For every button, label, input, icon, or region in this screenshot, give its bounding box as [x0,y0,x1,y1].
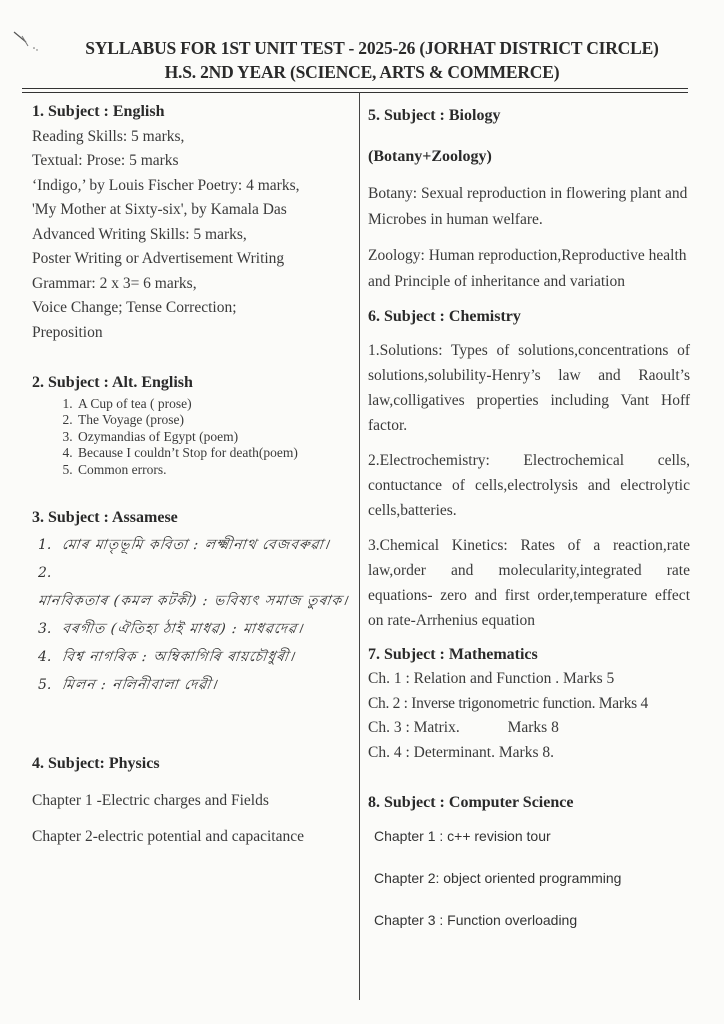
section-line: Chapter 1 -Electric charges and Fields [32,791,269,809]
section-heading: 1. Subject : English [32,103,165,120]
section-line: Chapter 1 : c++ revision tour [374,827,551,844]
list-item [38,531,354,559]
section-line: Chapter 2-electric potential and capacitance [32,827,304,845]
section-line [368,716,690,741]
section-heading: 2. Subject : Alt. English [32,374,193,391]
item-number: 2. [38,564,52,581]
chemistry-section [368,305,690,633]
alt-english-section [32,371,354,478]
left-column [32,100,354,845]
item-number: 1. [38,536,52,553]
list-item [38,671,354,699]
item-text: মানবিকতাৰ (কমল কটকী) : ভবিষ্যৎ সমাজ তুৰাক। [36,592,350,609]
document-subtitle: H.S. 2ND YEAR (SCIENCE, ARTS & COMMERCE) [164,62,560,82]
assamese-section [32,506,354,699]
section-line: Advanced Writing Skills: 5 marks, [32,225,247,243]
physics-section [32,752,362,849]
list-item: 3. Ozymandias of Egypt (poem) [76,429,354,446]
section-line: Preposition [32,323,103,341]
section-line: Ch. 2 : Inverse trigonometric function. Marks 4 [368,694,648,712]
botany-text: Botany: Sexual reproduction in flowering plant and Microbes in human welfare. [368,185,688,228]
matrix-chapter: Ch. 3 : Matrix. [368,719,460,736]
item-text: মিলন : নলিনীবালা দেৱী। [60,676,219,693]
section-line: 'My Mother at Sixty-six', by Kamala Das [32,201,287,218]
item-number: 3. [38,620,52,637]
chemistry-topic: 3.Chemical Kinetics: Rates of a reaction,rate law,order and molecularity,integrated rate equations- zero and first order,temperature effect on rate-Arrhenius equation [368,536,690,629]
section-line: Textual: Prose: 5 marks [32,152,179,169]
item-number: 4. [38,648,52,665]
list-item [38,559,354,615]
english-section [32,100,354,345]
section-heading: 5. Subject : Biology [368,107,501,124]
list-item: 1. A Cup of tea ( prose) [76,396,354,413]
handwritten-list [32,531,354,699]
chemistry-topic: 1.Solutions: Types of solutions,concentrations of solutions,solubility-Henry’s law and Raoult’s law,colligatives properties including Vant Hoff factor. [368,341,690,434]
header-rule-top [22,88,688,89]
section-line: Grammar: 2 x 3= 6 marks, [32,274,197,292]
column-divider [359,92,360,1000]
chemistry-topic: 2.Electrochemistry: Electrochemical cells, contuctance of cells,electrolysis and electrolytic cells,batteries. [368,451,690,519]
item-text: বৰগীত (ঐতিহ্য ঠাই মাধৱ) : মাধৱদেৱ। [60,620,305,637]
section-subheading: (Botany+Zoology) [368,147,492,165]
right-column [368,104,690,932]
list-item [38,615,354,643]
section-line: Chapter 2: object oriented programming [374,869,622,886]
list-item: 5. Common errors. [76,462,354,479]
mathematics-section [368,643,690,766]
alt-english-list [32,396,354,479]
matrix-marks: Marks 8 [507,719,559,736]
list-item: 2. The Voyage (prose) [76,412,354,429]
item-number: 5. [38,676,52,693]
section-heading: 7. Subject : Mathematics [368,645,538,663]
section-line: Ch. 4 : Determinant. Marks 8. [368,743,554,761]
section-line: Poster Writing or Advertisement Writing [32,250,285,267]
section-line: Reading Skills: 5 marks, [32,127,185,145]
header-rule-bottom [22,92,688,93]
item-text: মোৰ মাতৃভূমি কবিতা : লক্ষ্মীনাথ বেজবৰুৱা। [60,536,331,553]
biology-section [368,104,690,295]
section-line: ‘Indigo,’ by Louis Fischer Poetry: 4 marks, [32,176,300,194]
document-header [0,36,724,84]
section-line: Ch. 1 : Relation and Function . Marks 5 [368,670,615,687]
list-item: 4. Because I couldn’t Stop for death(poem) [76,445,354,462]
item-text: বিশ্ব নাগৰিক : অম্বিকাগিৰি ৰায়চৌধুৰী। [60,648,297,665]
section-heading: 4. Subject: Physics [32,755,160,772]
zoology-text: Zoology: Human reproduction,Reproductive health and Principle of inheritance and variation [368,247,687,290]
computer-science-section [368,791,690,932]
section-heading: 3. Subject : Assamese [32,509,178,526]
section-heading: 8. Subject : Computer Science [368,794,574,811]
list-item [38,643,354,671]
section-line: Chapter 3 : Function overloading [374,911,578,928]
section-heading: 6. Subject : Chemistry [368,308,521,325]
document-title: SYLLABUS FOR 1ST UNIT TEST - 2025-26 (JORHAT DISTRICT CIRCLE) [85,38,659,58]
section-line: Voice Change; Tense Correction; [32,299,237,316]
